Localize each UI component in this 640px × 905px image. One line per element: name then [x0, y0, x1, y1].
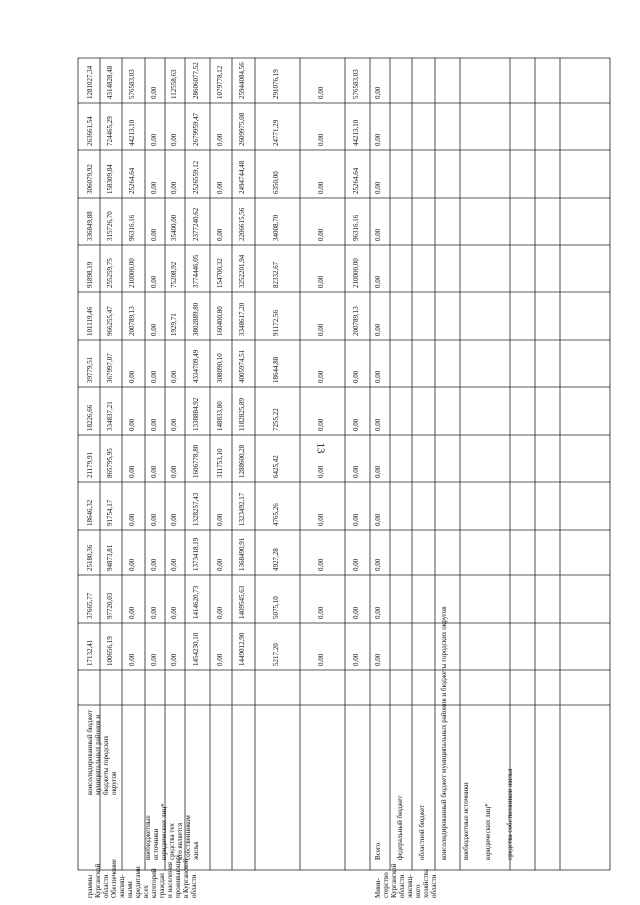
- cell-value: 1338884,92: [192, 397, 200, 431]
- cell-value: 0,00: [128, 370, 136, 383]
- cell-value: 96316,16: [128, 214, 136, 241]
- cell-value: 35400,00: [170, 214, 178, 241]
- cell-value: 0,00: [374, 323, 382, 336]
- cell-value: 210000,00: [352, 258, 360, 288]
- cell-value: 148833,80: [216, 401, 224, 431]
- cell-value: 1606778,80: [192, 444, 200, 478]
- cell-value: 0,00: [150, 228, 158, 241]
- cell-value: 2609975,08: [238, 112, 246, 146]
- cell-value: 25944084,56: [238, 62, 246, 99]
- cell-value: 96316,16: [352, 214, 360, 241]
- header-value: 263661,54: [86, 116, 94, 146]
- cell-value: 0,00: [352, 653, 360, 666]
- cell-value: 160400,80: [216, 306, 224, 336]
- cell-value: 5075,10: [272, 596, 280, 619]
- cell-value: 966255,47: [106, 306, 114, 336]
- row-label: собственником: [184, 815, 192, 860]
- program-label: категорий: [150, 868, 158, 898]
- cell-value: 4005974,51: [238, 349, 246, 383]
- executor-label: области: [398, 874, 406, 898]
- header-value: 25180,36: [86, 544, 94, 571]
- cell-value: 0,00: [170, 370, 178, 383]
- executor-label: Курганской: [390, 863, 398, 898]
- cell-value: 0,00: [374, 228, 382, 241]
- cell-value: 75208,92: [170, 261, 178, 288]
- row-label: средства тех: [168, 823, 176, 860]
- cell-value: 200789,13: [352, 306, 360, 336]
- program-label: в Курганской: [182, 858, 190, 898]
- cell-value: 0,00: [374, 133, 382, 146]
- cell-value: 0,00: [170, 606, 178, 619]
- header-value: 37665,77: [86, 592, 94, 619]
- executor-label: Мини-: [374, 878, 382, 898]
- cell-value: 3348617,20: [238, 302, 246, 336]
- cell-value: 0,00: [150, 465, 158, 478]
- cell-value: 0,00: [317, 228, 325, 241]
- cell-value: 1373418,19: [192, 537, 200, 571]
- cell-value: 1288600,28: [238, 444, 246, 478]
- program-label: жилищ-: [118, 874, 126, 898]
- cell-value: 0,00: [317, 558, 325, 571]
- cell-value: 1409545,63: [238, 585, 246, 619]
- cell-value: 44213,10: [352, 119, 360, 146]
- executor-label: области: [430, 874, 438, 898]
- cell-value: 0,00: [317, 513, 325, 526]
- cell-value: 3774446,05: [192, 254, 200, 288]
- header-value: 336849,88: [86, 211, 94, 241]
- program-label: Курганской: [94, 863, 102, 898]
- cell-value: 0,00: [352, 606, 360, 619]
- row-label: юридических лиц*: [484, 803, 492, 860]
- cell-value: 2206615,56: [238, 207, 246, 241]
- cell-value: 0,00: [374, 513, 382, 526]
- cell-value: 0,00: [128, 513, 136, 526]
- program-label: граждан: [158, 873, 166, 898]
- executor-label: хозяйства: [422, 869, 430, 898]
- cell-value: 1079778,12: [216, 65, 224, 99]
- cell-value: 576583,03: [352, 69, 360, 99]
- row-label: округов: [110, 771, 118, 795]
- cell-value: 0,00: [170, 418, 178, 431]
- cell-value: 0,00: [150, 606, 158, 619]
- cell-value: 91172,56: [272, 310, 280, 336]
- cell-value: 28606077,52: [192, 62, 200, 99]
- program-label: проживающих: [174, 854, 182, 898]
- cell-value: 97720,03: [106, 592, 114, 619]
- cell-value: 0,00: [150, 653, 158, 666]
- cell-value: 291076,19: [272, 69, 280, 99]
- cell-value: 2494744,48: [238, 160, 246, 194]
- cell-value: 0,00: [170, 558, 178, 571]
- cell-value: 0,00: [352, 465, 360, 478]
- cell-value: 1323492,17: [238, 492, 246, 526]
- header-value: 101119,46: [86, 306, 94, 336]
- cell-value: 0,00: [170, 513, 178, 526]
- cell-value: 0,00: [216, 606, 224, 619]
- cell-value: 100656,19: [106, 636, 114, 666]
- program-label: всех: [142, 885, 150, 898]
- cell-value: 0,00: [150, 323, 158, 336]
- header-value: 306079,92: [86, 164, 94, 194]
- cell-value: 0,00: [317, 653, 325, 666]
- cell-value: 367997,07: [106, 353, 114, 383]
- cell-value: 308090,10: [216, 353, 224, 383]
- row-label: средства собственников жилья: [506, 768, 514, 860]
- cell-value: 200789,13: [128, 306, 136, 336]
- header-value: 91898,19: [86, 261, 94, 288]
- cell-value: 112558,63: [170, 69, 178, 99]
- program-label: Обеспечение: [110, 859, 118, 898]
- cell-value: 0,00: [128, 653, 136, 666]
- cell-value: 0,00: [170, 133, 178, 146]
- program-label: области: [190, 874, 198, 898]
- program-label: ными: [126, 881, 134, 898]
- cell-value: 0,00: [170, 465, 178, 478]
- row-label: консолидированный бюджет: [86, 709, 94, 795]
- header-value: 39779,51: [86, 356, 94, 383]
- header-value: 17132,41: [86, 639, 94, 666]
- cell-value: 0,00: [170, 653, 178, 666]
- row-label: Всего: [374, 842, 382, 860]
- cell-value: 154700,32: [216, 258, 224, 288]
- cell-value: 82332,67: [272, 261, 280, 288]
- cell-value: 0,00: [317, 418, 325, 431]
- cell-value: 0,00: [128, 606, 136, 619]
- cell-value: 1182825,89: [238, 398, 246, 431]
- executor-label: жилищ-: [406, 874, 414, 898]
- cell-value: 334837,21: [106, 401, 114, 431]
- cell-value: 0,00: [150, 133, 158, 146]
- cell-value: 0,00: [374, 606, 382, 619]
- cell-value: 2526559,12: [192, 160, 200, 194]
- cell-value: 0,00: [150, 513, 158, 526]
- cell-value: 1454230,10: [192, 632, 200, 666]
- cell-value: 0,00: [150, 418, 158, 431]
- cell-value: 210000,00: [128, 258, 136, 288]
- cell-value: 0,00: [374, 370, 382, 383]
- cell-value: 0,00: [216, 228, 224, 241]
- header-value: 18646,32: [86, 499, 94, 526]
- cell-value: 4314828,48: [106, 65, 114, 99]
- cell-value: 724465,29: [106, 116, 114, 146]
- header-value: 1281027,34: [86, 65, 94, 99]
- cell-value: 0,00: [374, 465, 382, 478]
- cell-value: 34008,70: [272, 214, 280, 241]
- executor-label: стерство: [382, 872, 390, 898]
- row-label: муниципальных районов и: [94, 714, 102, 795]
- cell-value: 865795,95: [106, 448, 114, 478]
- cell-value: 6425,42: [272, 455, 280, 478]
- cell-value: 94873,81: [106, 544, 114, 571]
- cell-value: 0,00: [374, 86, 382, 99]
- cell-value: 0,00: [150, 558, 158, 571]
- cell-value: 18644,88: [272, 356, 280, 383]
- cell-value: 0,00: [317, 133, 325, 146]
- cell-value: 25264,64: [128, 167, 136, 194]
- cell-value: 25264,64: [352, 167, 360, 194]
- cell-value: 2377240,62: [192, 207, 200, 241]
- header-value: 21179,91: [86, 452, 94, 478]
- cell-value: 0,00: [352, 558, 360, 571]
- cell-value: 0,00: [352, 370, 360, 383]
- cell-value: 1368490,91: [238, 537, 246, 571]
- row-label: жилья: [192, 841, 200, 860]
- cell-value: 0,00: [317, 606, 325, 619]
- cell-value: 3802889,80: [192, 302, 200, 336]
- row-label: федеральный бюджет: [396, 795, 404, 860]
- cell-value: 4334709,49: [192, 349, 200, 383]
- cell-value: 3252201,94: [238, 254, 246, 288]
- row-label: консолидированный бюджет муниципальных районов и бюджеты городских округов: [440, 606, 448, 860]
- row-label: кто является: [176, 822, 184, 860]
- cell-value: 0,00: [150, 370, 158, 383]
- cell-value: 0,00: [216, 513, 224, 526]
- header-value: 18226,66: [86, 404, 94, 431]
- cell-value: 0,00: [352, 418, 360, 431]
- row-label: областной бюджет: [418, 804, 426, 860]
- row-label: внебюджетные источники: [462, 782, 470, 860]
- cell-value: 0,00: [374, 653, 382, 666]
- program-label: граммы: [86, 874, 94, 898]
- cell-value: 0,00: [374, 181, 382, 194]
- executor-label: ного: [414, 884, 422, 898]
- row-label: источники: [152, 828, 160, 860]
- cell-value: 0,00: [374, 275, 382, 288]
- program-label: области: [102, 874, 110, 898]
- program-label: кредитами: [134, 866, 142, 898]
- cell-value: 1414620,73: [192, 585, 200, 619]
- cell-value: 0,00: [216, 133, 224, 146]
- cell-value: 0,00: [374, 558, 382, 571]
- cell-value: 0,00: [317, 181, 325, 194]
- cell-value: 0,00: [317, 86, 325, 99]
- cell-value: 0,00: [352, 513, 360, 526]
- page-number: 13: [314, 442, 327, 454]
- cell-value: 158309,84: [106, 164, 114, 194]
- row-label: бюджеты городских: [102, 735, 110, 795]
- cell-value: 4927,28: [272, 548, 280, 571]
- cell-value: 311753,10: [216, 448, 224, 478]
- cell-value: 0,00: [150, 86, 158, 99]
- cell-value: 0,00: [170, 181, 178, 194]
- cell-value: 255259,75: [106, 258, 114, 288]
- cell-value: 0,00: [317, 323, 325, 336]
- cell-value: 0,00: [128, 558, 136, 571]
- row-label: внебюджетные: [144, 815, 152, 860]
- cell-value: 0,00: [150, 181, 158, 194]
- cell-value: 0,00: [317, 370, 325, 383]
- cell-value: 1328257,43: [192, 492, 200, 526]
- cell-value: 6350,00: [272, 171, 280, 194]
- program-label: и населения: [166, 862, 174, 898]
- cell-value: 0,00: [216, 558, 224, 571]
- row-label: юридических лиц*: [160, 803, 168, 860]
- cell-value: 0,00: [216, 653, 224, 666]
- cell-value: 0,00: [216, 181, 224, 194]
- cell-value: 315726,70: [106, 211, 114, 241]
- cell-value: 5217,20: [272, 643, 280, 666]
- cell-value: 44213,10: [128, 119, 136, 146]
- cell-value: 24771,29: [272, 119, 280, 146]
- cell-value: 4765,26: [272, 503, 280, 526]
- cell-value: 0,00: [128, 418, 136, 431]
- cell-value: 576583,03: [128, 69, 136, 99]
- cell-value: 0,00: [317, 275, 325, 288]
- cell-value: 0,00: [374, 418, 382, 431]
- cell-value: 0,00: [317, 465, 325, 478]
- cell-value: 1929,71: [170, 313, 178, 336]
- cell-value: 0,00: [128, 465, 136, 478]
- cell-value: 0,00: [150, 275, 158, 288]
- cell-value: 2679959,47: [192, 112, 200, 146]
- cell-value: 7255,22: [272, 408, 280, 431]
- cell-value: 1449012,90: [238, 632, 246, 666]
- cell-value: 91754,17: [106, 499, 114, 526]
